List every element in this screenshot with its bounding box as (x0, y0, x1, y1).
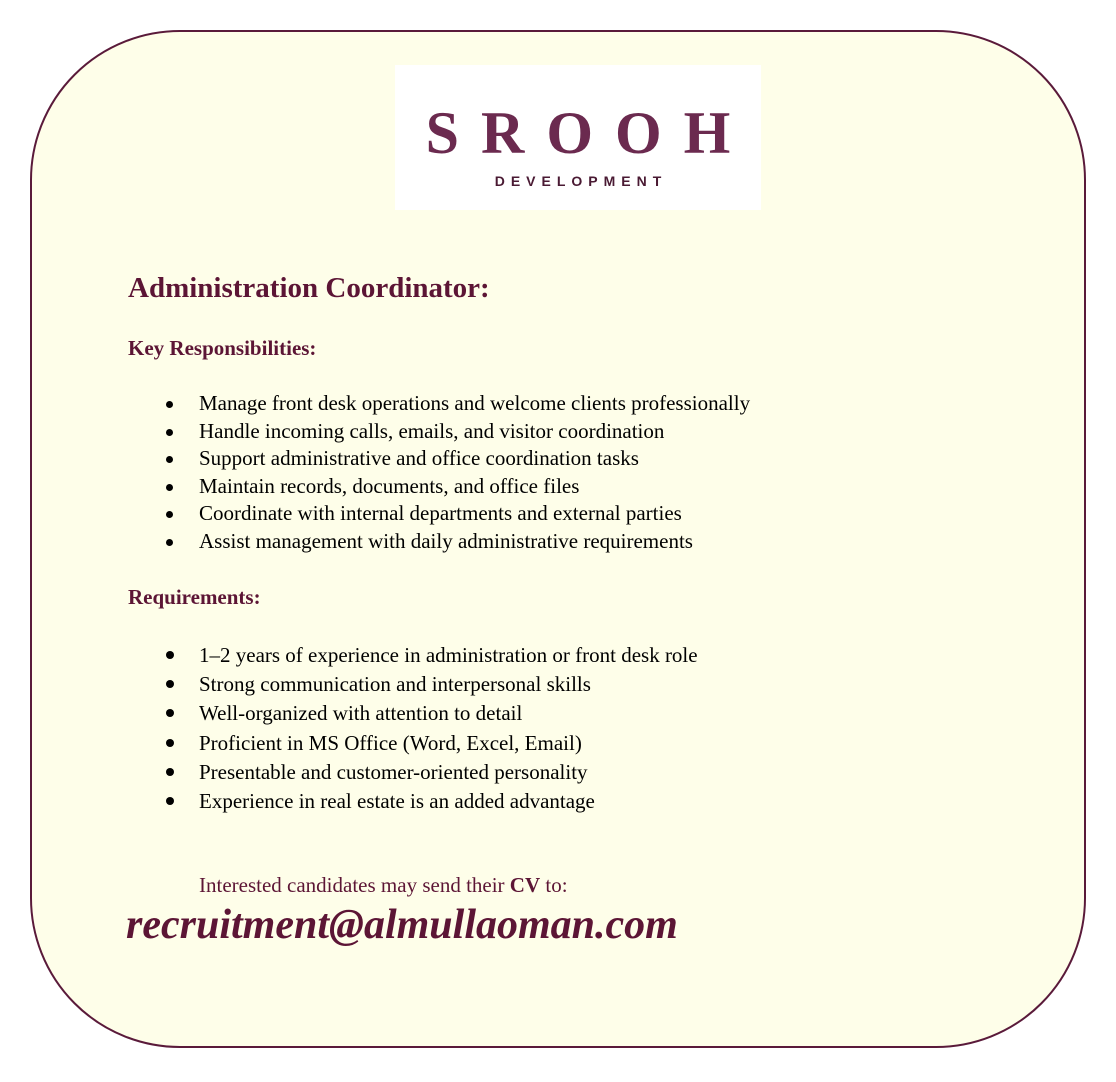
list-item: 1–2 years of experience in administration or front desk role (160, 641, 698, 670)
list-item: Handle incoming calls, emails, and visitor coordination (160, 418, 750, 446)
list-item: Coordinate with internal departments and external parties (160, 500, 750, 528)
company-logo (395, 65, 761, 210)
cta-prefix: Interested candidates may send their (199, 873, 510, 897)
list-item: Proficient in MS Office (Word, Excel, Email) (160, 729, 698, 758)
requirements-heading: Requirements: (128, 585, 261, 609)
list-item: Support administrative and office coordination tasks (160, 445, 750, 473)
contact-email[interactable]: recruitment@almullaoman.com (126, 902, 678, 948)
requirements-list (160, 641, 698, 816)
list-item: Presentable and customer-oriented personality (160, 758, 698, 787)
list-item: Strong communication and interpersonal skills (160, 670, 698, 699)
cta-suffix: to: (540, 873, 568, 897)
logo-name: SROOH (425, 100, 753, 166)
job-title: Administration Coordinator: (128, 272, 490, 304)
list-item: Well-organized with attention to detail (160, 699, 698, 728)
cta-cv: CV (509, 873, 541, 897)
list-item: Experience in real estate is an added advantage (160, 787, 698, 816)
list-item: Assist management with daily administrative requirements (160, 528, 750, 556)
responsibilities-list (160, 390, 750, 555)
logo-tagline: DEVELOPMENT (494, 173, 668, 189)
application-instructions (199, 871, 568, 899)
list-item: Maintain records, documents, and office files (160, 473, 750, 501)
list-item: Manage front desk operations and welcome clients professionally (160, 390, 750, 418)
responsibilities-heading: Key Responsibilities: (128, 336, 317, 360)
